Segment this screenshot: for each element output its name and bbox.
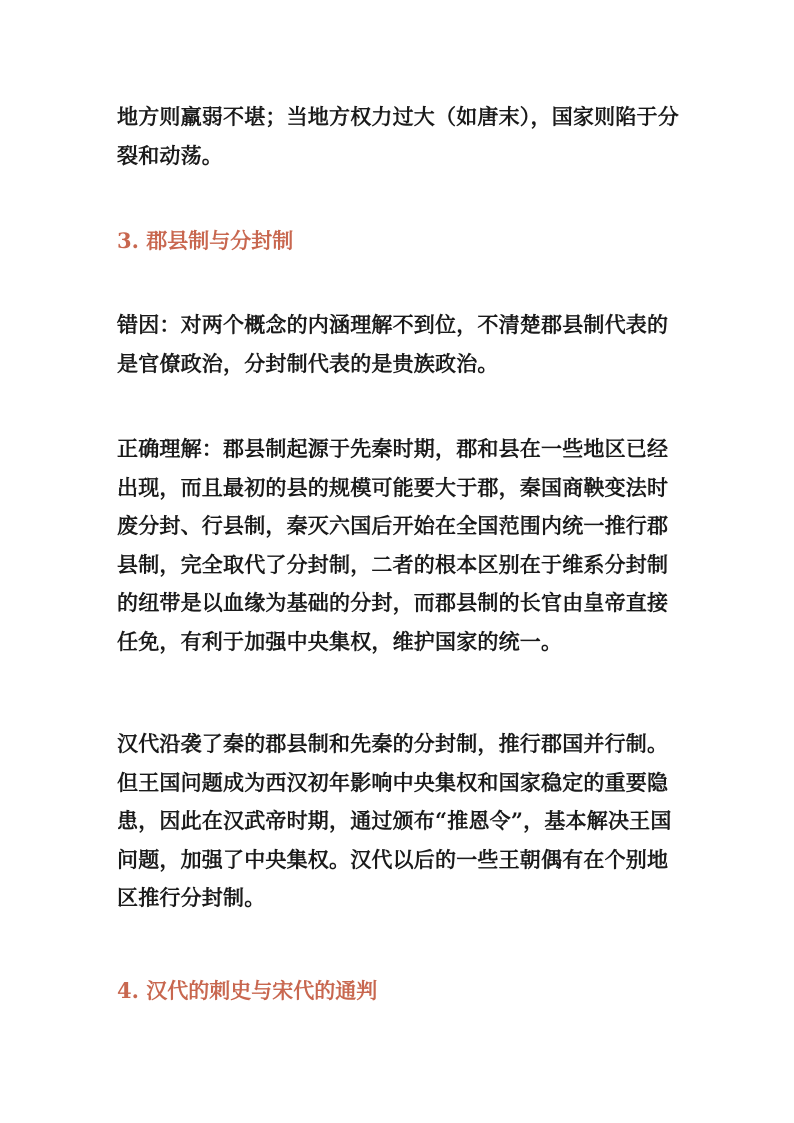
- section-heading-4: 4. 汉代的刺史与宋代的通判: [117, 978, 378, 1003]
- paragraph-correct-understanding: 正确理解：郡县制起源于先秦时期，郡和县在一些地区已经出现，而且最初的县的规模可能要大于郡，秦国商鞅变法时废分封、行县制，秦灭六国后开始在全国范围内统一推行郡县制，完全取代了分封制，二者的根本区别在于维系分封制的纽带是以血缘为基础的分封，而郡县制的长官由皇帝直接任免，有利于加强中央集权，维护国家的统一。: [117, 436, 669, 654]
- paragraph-intro-continuation: 地方则羸弱不堪；当地方权力过大（如唐末），国家则陷于分裂和动荡。: [117, 104, 679, 168]
- paragraph-error-cause: 错因：对两个概念的内涵理解不到位，不清楚郡县制代表的是官僚政治，分封制代表的是贵族政治。: [117, 312, 669, 376]
- section-heading-3: 3. 郡县制与分封制: [117, 228, 294, 253]
- paragraph-han-dynasty: 汉代沿袭了秦的郡县制和先秦的分封制，推行郡国并行制。但王国问题成为西汉初年影响中央集权和国家稳定的重要隐患，因此在汉武帝时期，通过颁布“推恩令”，基本解决王国问题，加强了中央集权。汉代以后的一些王朝偶有在个别地区推行分封制。: [117, 731, 672, 910]
